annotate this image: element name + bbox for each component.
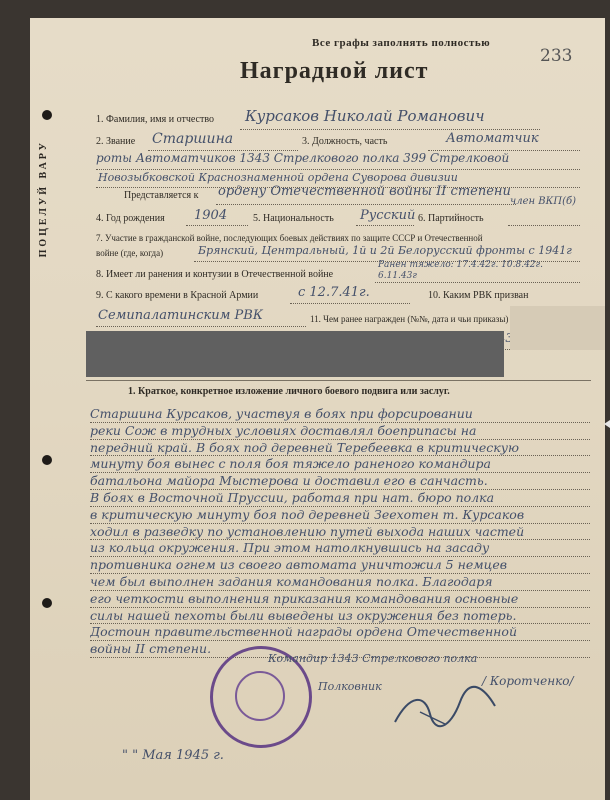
page-number: 233 xyxy=(540,46,573,66)
field-7-value: Брянский, Центральный, 1й и 2й Белорусский фронты с 1941г xyxy=(198,244,572,257)
narrative-line: его четкости выполнения приказания командования основные xyxy=(90,591,590,608)
narrative-block xyxy=(90,406,590,658)
field-11-label: 11. Чем ранее награжден (№№, дата и чьи приказы) xyxy=(310,314,509,324)
field-3-label: 3. Должность, часть xyxy=(302,136,388,147)
commander-name: / Коротченко/ xyxy=(482,674,574,688)
date-line: " " Мая 1945 г. xyxy=(122,748,224,763)
field-8-value: Ранен тяжело: 17.4.42г. 10.8.42г. 6.11.43г xyxy=(378,260,543,281)
unit-line-1: роты Автоматчиков 1343 Стрелкового полка 399 Стрелковой xyxy=(96,151,510,165)
narrative-line: передний край. В боях под деревней Теребеевка в критическую xyxy=(90,440,590,457)
side-margin-text: ПОЦЕЛУЙ ВАРУ xyxy=(38,140,49,258)
page-title: Наградной лист xyxy=(240,58,429,84)
field-8-label: 8. Имеет ли ранения и контузии в Отечественной войне xyxy=(96,269,334,280)
narrative-line: реки Сож в трудных условиях доставлял боеприпасы на xyxy=(90,423,590,440)
narrative-line: Старшина Курсаков, участвуя в боях при форсировании xyxy=(90,406,590,423)
narrative-line: противника огнем из своего автомата уничтожил 5 немцев xyxy=(90,557,590,574)
field-7-label-b: войне (где, когда) xyxy=(96,248,164,258)
punch-hole xyxy=(42,598,52,608)
unit-line-2: Новозыбковской Краснознаменной ордена Суворова дивизии xyxy=(98,171,458,184)
field-5-value: Русский xyxy=(360,208,416,223)
field-10-value: Семипалатинским РВК xyxy=(98,308,263,323)
field-5-label: 5. Национальность xyxy=(253,213,334,224)
header-note: Все графы заполнять полностью xyxy=(312,37,491,49)
field-9-value: с 12.7.41г. xyxy=(298,285,370,300)
award-sheet xyxy=(30,18,605,800)
narrative-line: чем был выполнен задания командования полка. Благодаря xyxy=(90,574,590,591)
field-6-value: член ВКП(б) xyxy=(510,196,576,207)
rank-line: Полковник xyxy=(318,680,382,693)
section-title: 1. Краткое, конкретное изложение личного боевого подвига или заслуг. xyxy=(128,386,450,397)
field-4-value: 1904 xyxy=(194,208,228,223)
narrative-line: в критическую минуту боя под деревней Зеехотен т. Курсаков xyxy=(90,507,590,524)
field-1-label: 1. Фамилия, имя и отчество xyxy=(96,114,215,125)
punch-hole xyxy=(42,455,52,465)
redaction-box xyxy=(86,331,504,377)
represented-value: ордену Отечественной войны II степени xyxy=(218,184,511,199)
narrative-line: минуту боя вынес с поля боя тяжело раненого командира xyxy=(90,456,590,473)
narrative-line: силы нашей пехоты были выведены из окружения без потерь. xyxy=(90,608,590,625)
field-4-label: 4. Год рождения xyxy=(96,213,165,224)
narrative-line: из кольца окружения. При этом натолкнувшись на засаду xyxy=(90,540,590,557)
narrative-line: В боях в Восточной Пруссии, работая при нат. бюро полка xyxy=(90,490,590,507)
redaction-box-top xyxy=(510,306,605,350)
punch-hole xyxy=(42,110,52,120)
narrative-line: войны II степени. xyxy=(90,641,590,658)
field-3-value: Автоматчик xyxy=(446,131,539,146)
field-9-label: 9. С какого времени в Красной Армии xyxy=(96,290,259,301)
narrative-line: ходил в разведку по установлению путей выхода наших частей xyxy=(90,524,590,541)
field-10-label: 10. Каким РВК призван xyxy=(428,290,529,301)
narrative-line: Достоин правительственной награды ордена Отечественной xyxy=(90,624,590,641)
field-7-label-a: 7. Участие в гражданской войне, последующих боевых действиях по защите СССР и Отечественной xyxy=(96,233,483,243)
commander-line: Командир 1343 Стрелкового полка xyxy=(268,652,478,665)
next-page-arrow-icon[interactable] xyxy=(604,420,610,428)
field-2-value: Старшина xyxy=(152,131,234,147)
field-6-label: 6. Партийность xyxy=(418,213,484,224)
field-2-label: 2. Звание xyxy=(96,136,136,147)
narrative-line: батальона майора Мыстерова и доставил его в санчасть. xyxy=(90,473,590,490)
commander-signature xyxy=(390,684,500,732)
represented-label: Представляется к xyxy=(124,190,199,201)
field-1-value: Курсаков Николай Романович xyxy=(245,107,485,125)
